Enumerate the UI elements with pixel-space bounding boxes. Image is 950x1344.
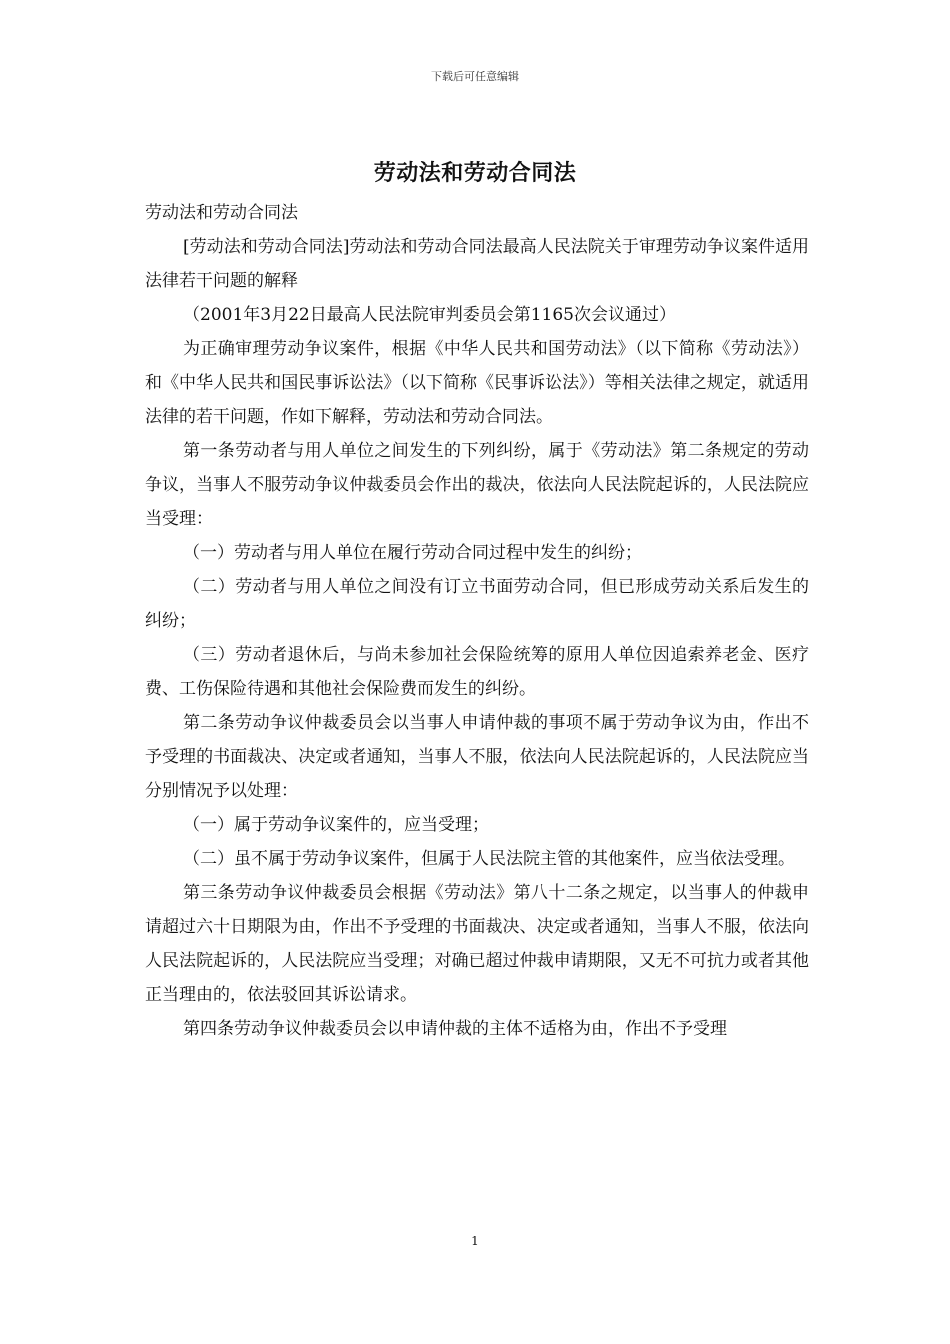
header-note: 下载后可任意编辑 xyxy=(431,70,519,83)
paragraph-article-1-item-2: （二）劳动者与用人单位之间没有订立书面劳动合同，但已形成劳动关系后发生的纠纷； xyxy=(145,577,809,631)
paragraph-intro: [劳动法和劳动合同法]劳动法和劳动合同法最高人民法院关于审理劳动争议案件适用法律若干问题的解释 xyxy=(145,237,809,291)
paragraph-article-1-item-3: （三）劳动者退休后，与尚未参加社会保险统筹的原用人单位因追索养老金、医疗费、工伤保险待遇和其他社会保险费而发生的纠纷。 xyxy=(145,645,809,699)
paragraph-article-1-item-1: （一）劳动者与用人单位在履行劳动合同过程中发生的纠纷； xyxy=(183,543,642,563)
paragraph-preamble: 为正确审理劳动争议案件，根据《中华人民共和国劳动法》（以下简称《劳动法》）和《中华人民共和国民事诉讼法》（以下简称《民事诉讼法》）等相关法律之规定，就适用法律的若干问题，作如下解释，劳动法和劳动合同法。 xyxy=(145,339,809,427)
paragraph-subtitle: 劳动法和劳动合同法 xyxy=(145,203,298,223)
paragraph-article-1: 第一条劳动者与用人单位之间发生的下列纠纷，属于《劳动法》第二条规定的劳动争议，当事人不服劳动争议仲裁委员会作出的裁决，依法向人民法院起诉的，人民法院应当受理： xyxy=(145,441,809,529)
paragraph-article-4: 第四条劳动争议仲裁委员会以申请仲裁的主体不适格为由，作出不予受理 xyxy=(183,1019,727,1039)
paragraph-article-2-item-1: （一）属于劳动争议案件的，应当受理； xyxy=(183,815,489,835)
paragraph-article-2: 第二条劳动争议仲裁委员会以当事人申请仲裁的事项不属于劳动争议为由，作出不予受理的书面裁决、决定或者通知，当事人不服，依法向人民法院起诉的，人民法院应当分别情况予以处理： xyxy=(145,713,809,801)
paragraph-adoption-note: （2001年3月22日最高人民法院审判委员会第1165次会议通过） xyxy=(183,305,676,325)
document-title: 劳动法和劳动合同法 xyxy=(373,160,577,186)
page-number: 1 xyxy=(471,1234,479,1248)
document-body xyxy=(145,196,809,1046)
paragraph-article-3: 第三条劳动争议仲裁委员会根据《劳动法》第八十二条之规定，以当事人的仲裁申请超过六十日期限为由，作出不予受理的书面裁决、决定或者通知，当事人不服，依法向人民法院起诉的，人民法院应当受理；对确已超过仲裁申请期限，又无不可抗力或者其他正当理由的，依法驳回其诉讼请求。 xyxy=(145,883,809,1005)
paragraph-article-2-item-2: （二）虽不属于劳动争议案件，但属于人民法院主管的其他案件，应当依法受理。 xyxy=(183,849,795,869)
